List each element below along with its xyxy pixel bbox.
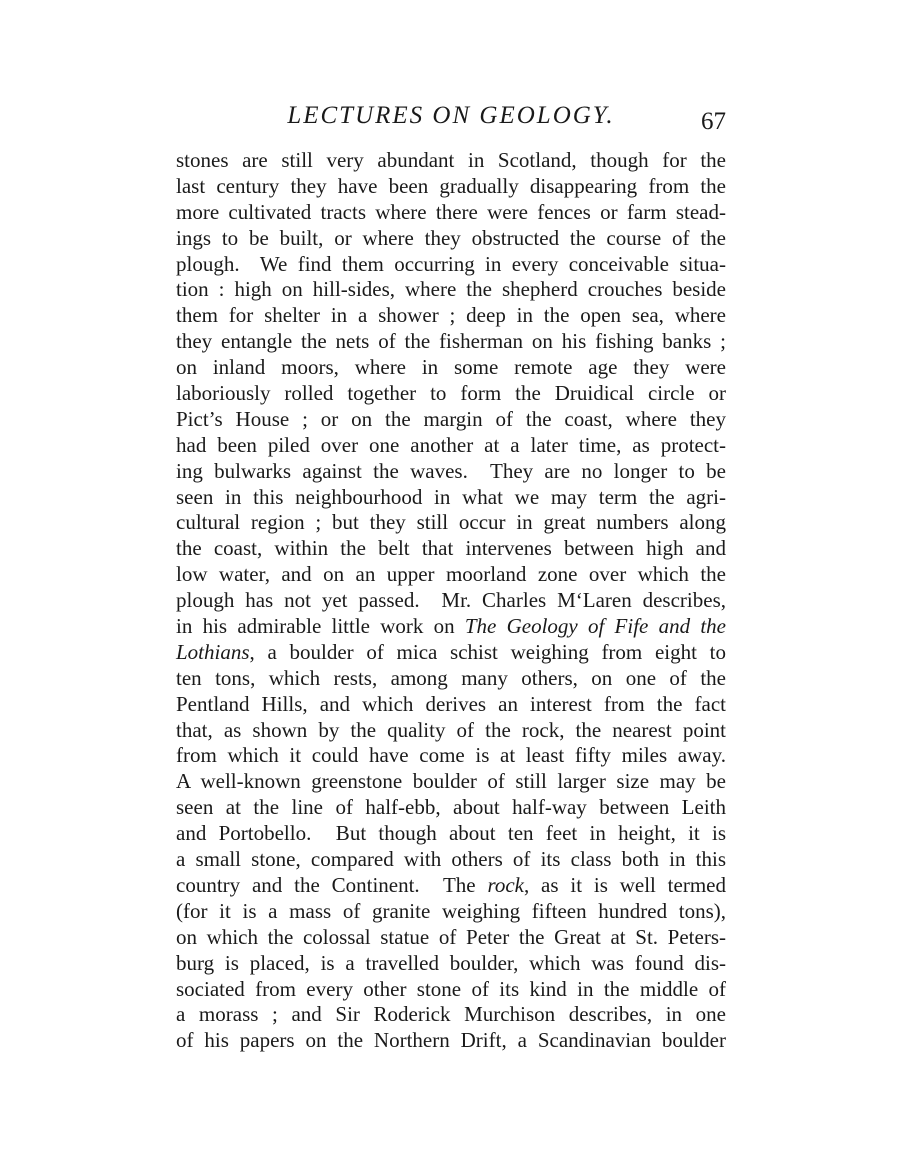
text-line [176, 821, 726, 847]
text-segment: and Portobello. But though about ten feet in height, it is [176, 821, 726, 846]
text-line [176, 303, 726, 329]
text-segment: in his admirable little work on [176, 614, 465, 639]
text-line [176, 640, 726, 666]
text-segment: plough has not yet passed. Mr. Charles M‘Laren describes, [176, 588, 726, 613]
text-line [176, 977, 726, 1003]
text-segment: last century they have been gradually disappearing from the [176, 173, 726, 198]
text-line [176, 510, 726, 536]
text-line [176, 743, 726, 769]
text-segment: a morass ; and Sir Roderick Murchison describes, in one [176, 1002, 726, 1027]
text-line [176, 873, 726, 899]
text-segment: them for shelter in a shower ; deep in the open sea, where [176, 303, 726, 328]
text-segment: seen at the line of half-ebb, about half-way between Leith [176, 795, 726, 820]
text-line [176, 925, 726, 951]
text-segment: that, as shown by the quality of the rock, the nearest point [176, 717, 726, 742]
text-segment: country and the Continent. The [176, 872, 488, 897]
text-segment: laboriously rolled together to form the Druidical circle or [176, 381, 726, 406]
text-line [176, 1028, 726, 1054]
text-line [176, 433, 726, 459]
text-line [176, 355, 726, 381]
text-line [176, 277, 726, 303]
text-line [176, 795, 726, 821]
text-segment: Pict’s House ; or on the margin of the coast, where they [176, 406, 726, 431]
text-line [176, 485, 726, 511]
text-segment: ten tons, which rests, among many others, on one of the [176, 665, 726, 690]
text-line [176, 614, 726, 640]
text-line [176, 951, 726, 977]
italic-text: Lothians [176, 639, 250, 664]
italic-text: rock [487, 872, 524, 897]
text-segment: ing bulwarks against the waves. They are no longer to be [176, 458, 726, 483]
text-segment: A well-known greenstone boulder of still larger size may be [176, 769, 726, 794]
italic-text: The Geology of Fife and the [464, 614, 727, 639]
body-text [176, 148, 726, 1054]
text-segment: on which the colossal statue of Peter the Great at St. Peters- [176, 924, 726, 949]
text-segment: more cultivated tracts where there were fences or farm stead- [176, 199, 726, 224]
text-line [176, 381, 726, 407]
text-line [176, 847, 726, 873]
text-line [176, 588, 726, 614]
text-line [176, 1002, 726, 1028]
text-segment: sociated from every other stone of its kind in the middle of [176, 976, 726, 1001]
text-segment: the coast, within the belt that intervenes between high and [176, 536, 726, 561]
text-segment: stones are still very abundant in Scotland, though for the [176, 148, 726, 172]
text-segment: , as it is well termed [523, 872, 726, 897]
text-line [176, 718, 726, 744]
text-segment: burg is placed, is a travelled boulder, which was found dis- [176, 950, 726, 975]
text-segment: ings to be built, or where they obstructed the course of the [176, 225, 726, 250]
running-head [176, 100, 726, 140]
text-segment: they entangle the nets of the fisherman on his fishing banks ; [176, 329, 726, 354]
text-line [176, 459, 726, 485]
text-segment: seen in this neighbourhood in what we may term the agri- [176, 484, 726, 509]
text-segment: a small stone, compared with others of its class both in this [176, 847, 726, 872]
text-segment: (for it is a mass of granite weighing fifteen hundred tons), [176, 898, 726, 923]
text-line [176, 252, 726, 278]
text-segment: , a boulder of mica schist weighing from eight to [249, 639, 726, 664]
text-segment: cultural region ; but they still occur in great numbers along [176, 510, 726, 535]
text-segment: low water, and on an upper moorland zone over which the [176, 562, 726, 587]
text-line [176, 899, 726, 925]
text-segment: from which it could have come is at least fifty miles away. [176, 743, 726, 768]
text-line [176, 562, 726, 588]
text-line [176, 769, 726, 795]
text-segment: had been piled over one another at a later time, as protect- [176, 432, 726, 457]
text-line [176, 692, 726, 718]
text-line [176, 666, 726, 692]
text-segment: on inland moors, where in some remote age they were [176, 355, 726, 380]
text-line [176, 174, 726, 200]
text-line [176, 226, 726, 252]
text-segment: plough. We find them occurring in every conceivable situa- [176, 251, 726, 276]
text-segment: of his papers on the Northern Drift, a Scandinavian boulder [176, 1028, 726, 1053]
text-line [176, 200, 726, 226]
text-line [176, 329, 726, 355]
text-line [176, 407, 726, 433]
text-segment: tion : high on hill-sides, where the shepherd crouches beside [176, 277, 726, 302]
page-number: 67 [701, 108, 726, 135]
text-line [176, 148, 726, 174]
text-line [176, 536, 726, 562]
text-segment: Pentland Hills, and which derives an interest from the fact [176, 691, 726, 716]
running-title: LECTURES ON GEOLOGY. [287, 102, 615, 129]
